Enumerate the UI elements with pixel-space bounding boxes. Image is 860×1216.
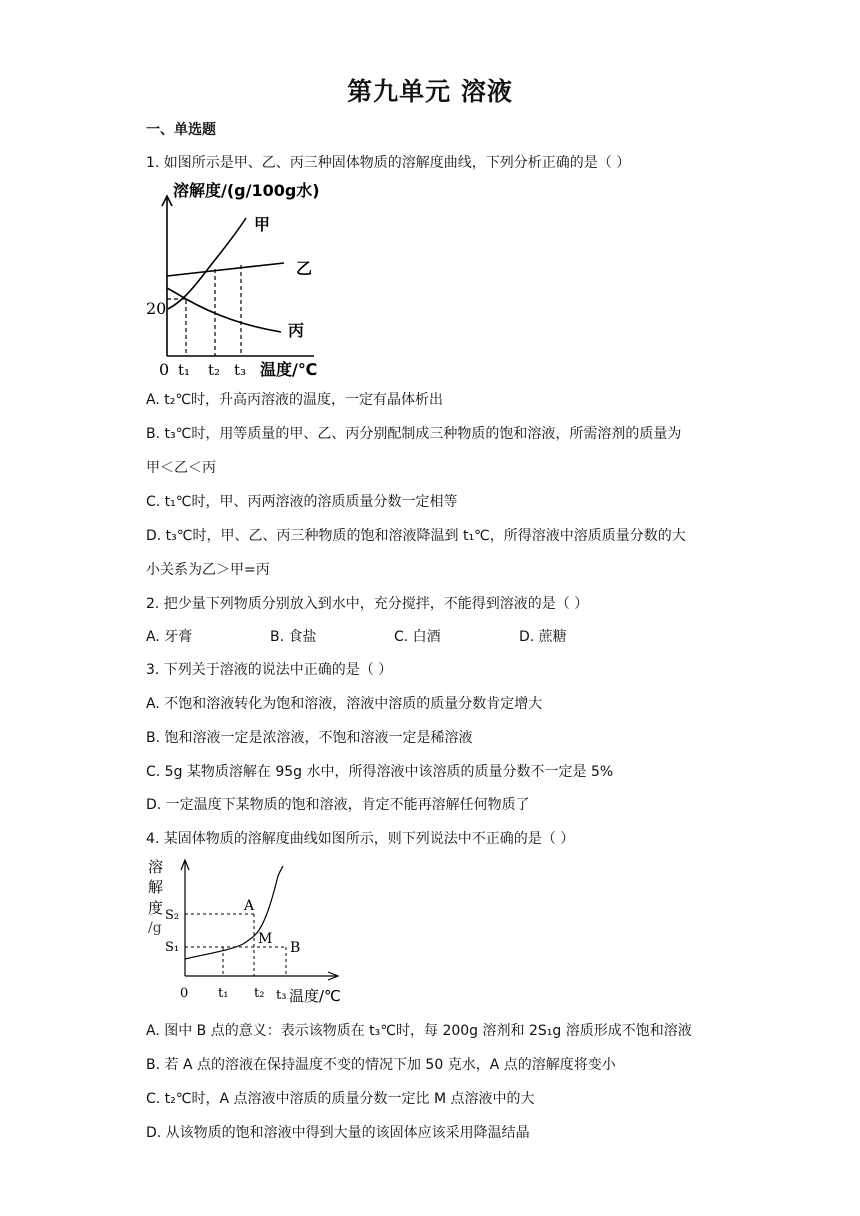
q1-stem: 1. 如图所示是甲、乙、丙三种固体物质的溶解度曲线，下列分析正确的是（ ） xyxy=(146,155,631,171)
q4-option-b: B. 若 A 点的溶液在保持温度不变的情况下加 50 克水，A 点的溶解度将变小 xyxy=(146,1057,616,1073)
q4-x-tick-t3: t₃ xyxy=(276,988,287,1003)
q1-option-b-line1: B. t₃℃时，用等质量的甲、乙、丙分别配制成三种物质的饱和溶液，所需溶剂的质量为 xyxy=(146,426,682,442)
q4-point-b: B xyxy=(290,940,301,956)
q3-option-a: A. 不饱和溶液转化为饱和溶液，溶液中溶质的质量分数肯定增大 xyxy=(146,696,543,712)
q4-option-c: C. t₂℃时，A 点溶液中溶质的质量分数一定比 M 点溶液中的大 xyxy=(146,1091,535,1107)
q2-option-d: D. 蔗糖 xyxy=(519,629,567,645)
q1-x-tick-t1: t₁ xyxy=(178,361,191,378)
q1-option-d-line1: D. t₃℃时，甲、乙、丙三种物质的饱和溶液降温到 t₁℃，所得溶液中溶质质量分数的大 xyxy=(146,528,686,544)
q2-stem: 2. 把少量下列物质分别放入到水中，充分搅拌，不能得到溶液的是（ ） xyxy=(146,596,589,612)
q1-curve-label-jia: 甲 xyxy=(254,215,271,234)
q4-ylabel-unit: /g xyxy=(148,920,162,936)
q4-stem: 4. 某固体物质的溶解度曲线如图所示，则下列说法中不正确的是（ ） xyxy=(146,831,575,847)
q1-graph-xlabel: 温度/℃ xyxy=(260,360,318,378)
q4-ylabel-char-2: 解 xyxy=(148,878,164,896)
q1-option-c: C. t₁℃时，甲、丙两溶液的溶质质量分数一定相等 xyxy=(146,494,458,510)
q4-solubility-graph xyxy=(146,856,346,1008)
q2-option-b: B. 食盐 xyxy=(270,629,317,645)
q3-option-b: B. 饱和溶液一定是浓溶液，不饱和溶液一定是稀溶液 xyxy=(146,730,473,746)
q1-x-tick-t2: t₂ xyxy=(208,361,221,378)
q3-option-d: D. 一定温度下某物质的饱和溶液，肯定不能再溶解任何物质了 xyxy=(146,797,530,813)
q1-origin: 0 xyxy=(159,360,170,378)
q4-option-a: A. 图中 B 点的意义：表示该物质在 t₃℃时，每 200g 溶剂和 2S₁g 溶质形成不饱和溶液 xyxy=(146,1023,692,1039)
q2-option-c: C. 白酒 xyxy=(394,629,441,645)
q4-option-d: D. 从该物质的饱和溶液中得到大量的该固体应该采用降温结晶 xyxy=(146,1125,530,1141)
q1-solubility-graph xyxy=(146,176,336,378)
q4-x-tick-t2: t₂ xyxy=(254,986,265,1001)
q4-y-tick-s1: S₁ xyxy=(165,940,180,955)
q4-point-a: A xyxy=(244,898,255,914)
q4-x-tick-t1: t₁ xyxy=(218,986,229,1001)
q1-curve-label-yi: 乙 xyxy=(296,259,313,278)
q3-option-c: C. 5g 某物质溶解在 95g 水中，所得溶液中该溶质的质量分数不一定是 5% xyxy=(146,764,614,780)
q4-y-tick-s2: S₂ xyxy=(165,908,180,923)
q1-y-tick: 20 xyxy=(146,299,167,318)
q1-option-a: A. t₂℃时，升高丙溶液的温度，一定有晶体析出 xyxy=(146,392,444,408)
q1-option-d-line2: 小关系为乙＞甲=丙 xyxy=(146,562,270,578)
q4-point-m: M xyxy=(258,931,273,947)
section-heading: 一、单选题 xyxy=(146,122,216,138)
q1-graph-ylabel: 溶解度/(g/100g水) xyxy=(173,181,320,200)
q1-x-tick-t3: t₃ xyxy=(234,361,247,378)
q4-ylabel-char-1: 溶 xyxy=(148,858,164,876)
q4-graph-xlabel: 温度/℃ xyxy=(289,987,341,1005)
q4-ylabel-char-3: 度 xyxy=(148,899,164,917)
q3-stem: 3. 下列关于溶液的说法中正确的是（ ） xyxy=(146,662,393,678)
page-title: 第九单元 溶液 xyxy=(347,77,513,106)
q2-option-a: A. 牙膏 xyxy=(146,629,193,645)
q1-option-b-line2: 甲＜乙＜丙 xyxy=(146,460,216,476)
q4-origin: 0 xyxy=(180,986,189,1001)
q1-curve-label-bing: 丙 xyxy=(288,321,305,340)
